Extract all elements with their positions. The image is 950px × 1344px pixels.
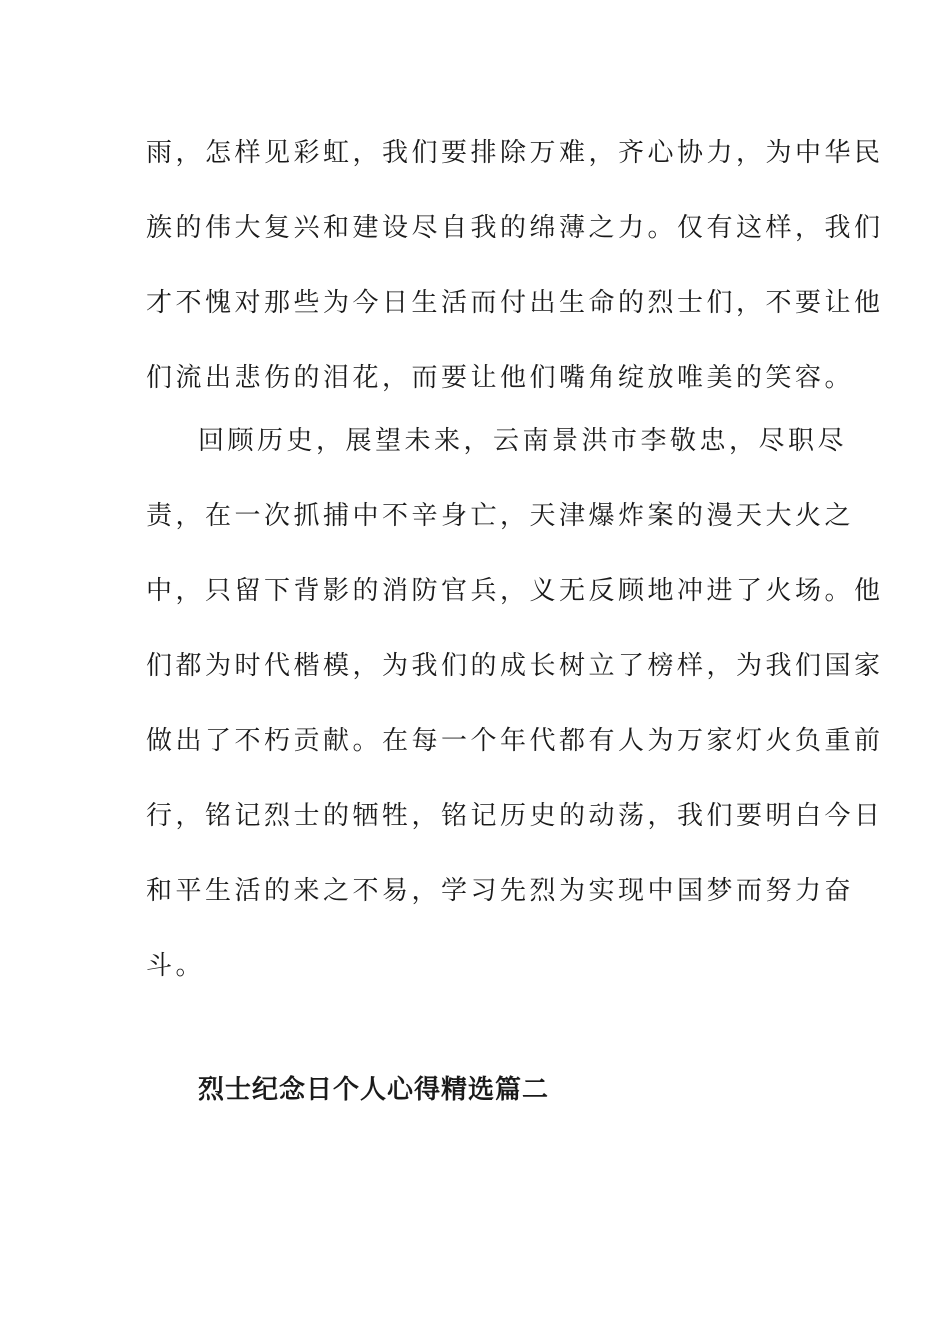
- text-line: 中，只留下背影的消防官兵，义无反顾地冲进了火场。他: [146, 576, 884, 606]
- text-line: 才不愧对那些为今日生活而付出生命的烈士们，不要让他: [146, 288, 884, 318]
- text-line: 回顾历史，展望未来，云南景洪市李敬忠，尽职尽: [198, 426, 848, 456]
- text-line: 行，铭记烈士的牺牲，铭记历史的动荡，我们要明白今日: [146, 801, 884, 831]
- text-line: 做出了不朽贡献。在每一个年代都有人为万家灯火负重前: [146, 726, 884, 756]
- text-line: 们都为时代楷模，为我们的成长树立了榜样，为我们国家: [146, 651, 884, 681]
- text-line: 斗。: [146, 951, 206, 981]
- section-heading: 烈士纪念日个人心得精选篇二: [198, 1075, 550, 1105]
- text-line: 责，在一次抓捕中不辛身亡，天津爆炸案的漫天大火之: [146, 501, 855, 531]
- text-line: 们流出悲伤的泪花，而要让他们嘴角绽放唯美的笑容。: [146, 363, 855, 393]
- text-line: 雨，怎样见彩虹，我们要排除万难，齐心协力，为中华民: [146, 138, 884, 168]
- text-line: 族的伟大复兴和建设尽自我的绵薄之力。仅有这样，我们: [146, 213, 884, 243]
- text-line: 和平生活的来之不易，学习先烈为实现中国梦而努力奋: [146, 876, 855, 906]
